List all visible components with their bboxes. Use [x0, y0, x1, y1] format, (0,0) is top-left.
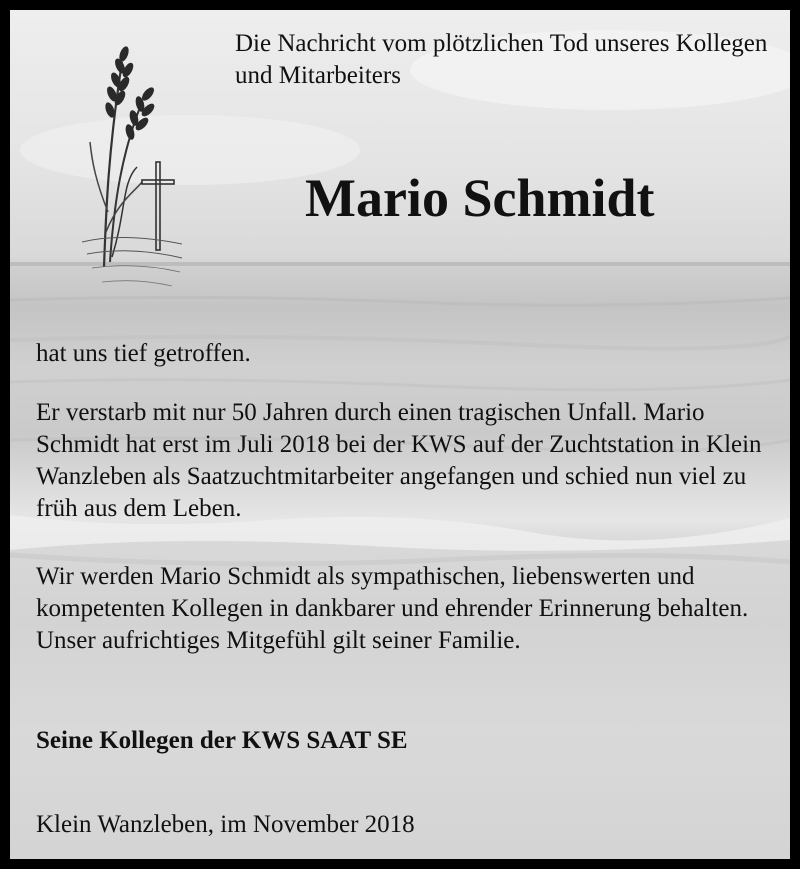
signature: Seine Kollegen der KWS SAAT SE [36, 727, 408, 754]
intro-text: Die Nachricht vom plötzlichen Tod unseres Kollegen und Mitarbeiters [235, 30, 768, 89]
obituary-notice [10, 10, 790, 859]
paragraph-3: Wir werden Mario Schmidt als sympathischen, liebenswerten und kompetenten Kollegen in dankbarer und ehrender Erinnerung behalten. Unser aufrichtiges Mitgefühl gilt seiner Familie. [36, 563, 749, 654]
deceased-name: Mario Schmidt [305, 168, 655, 228]
wheat-and-cross-icon [82, 32, 182, 312]
place-and-date: Klein Wanzleben, im November 2018 [36, 811, 415, 838]
paragraph-2: Er verstarb mit nur 50 Jahren durch einen tragischen Unfall. Mario Schmidt hat erst im Juli 2018 bei der KWS auf der Zuchtstation in Klein Wanzleben als Saatzuchtmitarbeiter angefangen und schied nun viel zu früh aus dem Leben. [36, 399, 762, 522]
paragraph-1: hat uns tief getroffen. [36, 340, 251, 367]
